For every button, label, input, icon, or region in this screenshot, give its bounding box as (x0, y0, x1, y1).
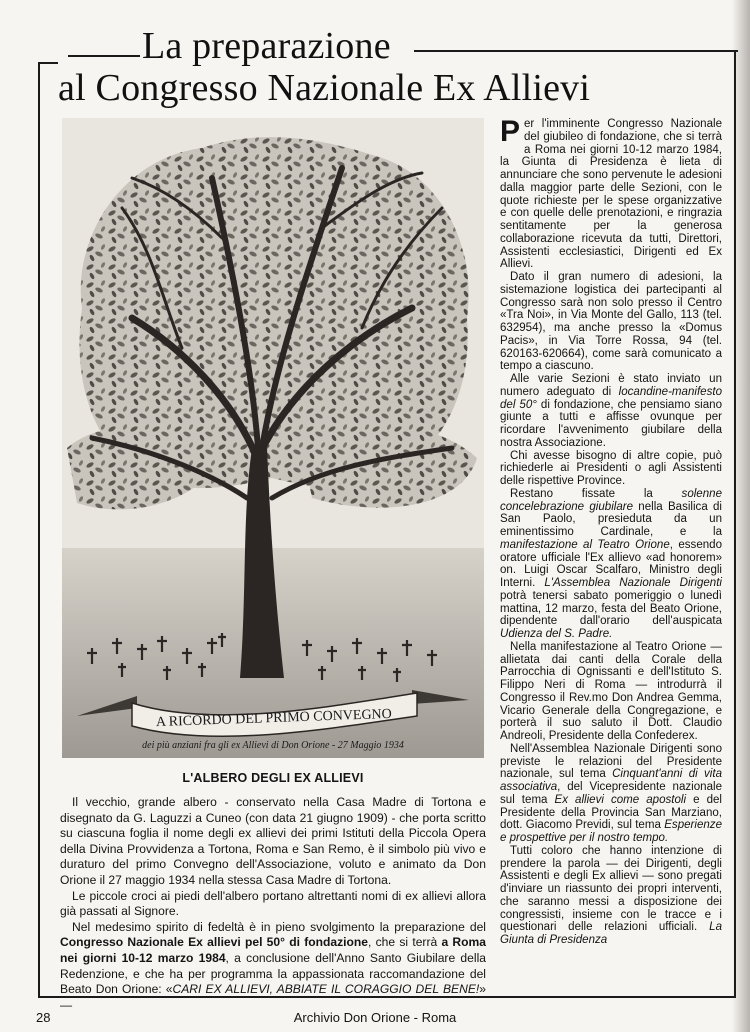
tree-illustration (62, 118, 484, 758)
caption-paragraph-1: Il vecchio, grande albero - conservato nella Casa Madre di Tortona e disegnato da G. Laguzzi a Cuneo (con data 21 giugno 1909) - che porta scritto su ciascuna foglia il nome degli ex allievi dei primi Istituti della Piccola Opera della Divina Provvidenza a Tortona, Roma e San Remo, è il simbolo più vivo e duraturo del primo Convegno dell'Associazione, voluto e animato da Don Orione il 27 maggio 1934 nella stessa Casa Madre di Tortona. (60, 795, 486, 887)
caption-paragraph-2: Le piccole croci ai piedi dell'albero portano altrettanti nomi di ex allievi allora già passati al Signore. (60, 888, 486, 919)
page-edge-shadow (732, 0, 750, 1032)
caption-paragraph-3: Nel medesimo spirito di fedeltà è in pieno svolgimento la preparazione del Congresso Nazionale Ex allievi pel 50° di fondazione, che si terrà a Roma nei giorni 10-12 marzo 1984, a conclusione dell'Anno Santo Giubilare della Redenzione, e che ha per programma la appassionata raccomandazione del Beato Don Orione: «CARI EX ALLIEVI, ABBIATE IL CORAGGIO DEL BENE!» — (60, 919, 487, 1012)
headline-line-1: La preparazione (142, 25, 391, 67)
banner-text: A RICORDO DEL PRIMO CONVEGNO (155, 706, 393, 731)
caption-body (60, 795, 486, 1013)
signature: La Giunta di Presidenza (500, 921, 722, 946)
article-paragraph-8: Tutti coloro che hanno intenzione di prendere la parola — dei Dirigenti, degli Assistenti e degli Ex allievi — sono pregati d'inviare un riassunto dei propri interventi, che saranno messi a disposizione dei congressisti, insieme con le tracce e i questionari delle relazioni ufficiali. La Giunta di Presidenza (500, 844, 722, 946)
article-paragraph-5: Restano fissate la solenne concelebrazione giubilare nella Basilica di San Paolo, presieduta da un eminentissimo Cardinale, e la manifestazione al Teatro Orione, essendo oratore ufficiale l'Ex allievo «ad honorem» on. Luigi Oscar Scalfaro, Ministro degli Interni. L'Assemblea Nazionale Dirigenti potrà tenersi sabato pomeriggio o lunedì mattina, 12 marzo, festa del Beato Orione, dipendente dall'orario dell'auspicata Udienza del S. Padre. (500, 487, 723, 640)
article-paragraph-7: Nell'Assemblea Nazionale Dirigenti sono previste le relazioni del Presidente nazionale, sul tema Cinquant'anni di vita associativa, del Vicepresidente nazionale sul tema Ex allievi come apostoli e del Presidente della Provincia San Marziano, dott. Giacomo Previdi, sul tema Esperienze e prospettive per il nostro tempo. (500, 742, 722, 844)
dedication-text: dei più anziani fra gli ex Allievi di Don Orione - 27 Maggio 1934 (142, 740, 404, 751)
caption-title: L'ALBERO DEGLI EX ALLIEVI (182, 771, 364, 785)
archive-credit: Archivio Don Orione - Roma (293, 1010, 457, 1025)
headline-line-2: al Congresso Nazionale Ex Allievi (58, 67, 591, 109)
page-number: 28 (36, 1010, 51, 1025)
article-paragraph-4: Chi avesse bisogno di altre copie, può richiederle ai Presidenti o agli Assistenti delle rispettive Province. (500, 449, 722, 487)
drop-cap: P (500, 115, 521, 148)
article-column (500, 115, 723, 947)
article-paragraph-3: Alle varie Sezioni è stato inviato un numero adeguato di locandine-manifesto del 50° di fondazione, che pensiamo siano giunte a tutti e affisse ovunque per ricordare l'avvenimento giubilare della nostra Associazione. (500, 373, 722, 449)
frame-rule-top-left (38, 62, 58, 64)
article-paragraph-6: Nella manifestazione al Teatro Orione — allietata dai canti della Corale della Parrocchia di Ognissanti e dell'Istituto S. Filippo Neri di Roma — introdurrà il Congresso il Rev.mo Don Andrea Gemma, Vicario Generale della Congregazione, e porterà il suo saluto il Dott. Claudio Andreoli, Presidente della Confederex. (500, 640, 722, 742)
article-paragraph-2: Dato il gran numero di adesioni, la sistemazione logistica dei partecipanti al Congresso sarà non solo presso il Centro «Tra Noi», in Via Monte del Gallo, 113 (tel. 632954), ma anche presso la «Domus Pacis», in Via Torre Rossa, 94 (tel. 620163-620664), come sarà comunicato a tempo a ciascuno. (500, 271, 722, 373)
frame-rule-left (38, 62, 40, 997)
article-paragraph-1: Per l'imminente Congresso Nazionale del giubileo di fondazione, che si terrà a Roma nei giorni 10-12 marzo 1984, la Giunta di Presidenza è lieta di annunciare che sono pervenute le adesioni dalla maggior parte delle Sezioni, con le quote richieste per le spese organizzative e con quelle delle prenotazioni, e ringrazia sentitamente per la generosa collaborazione ricevuta da tutti, Direttori, Assistenti ecclesiastici, Dirigenti ed Ex Allievi. (500, 115, 722, 271)
